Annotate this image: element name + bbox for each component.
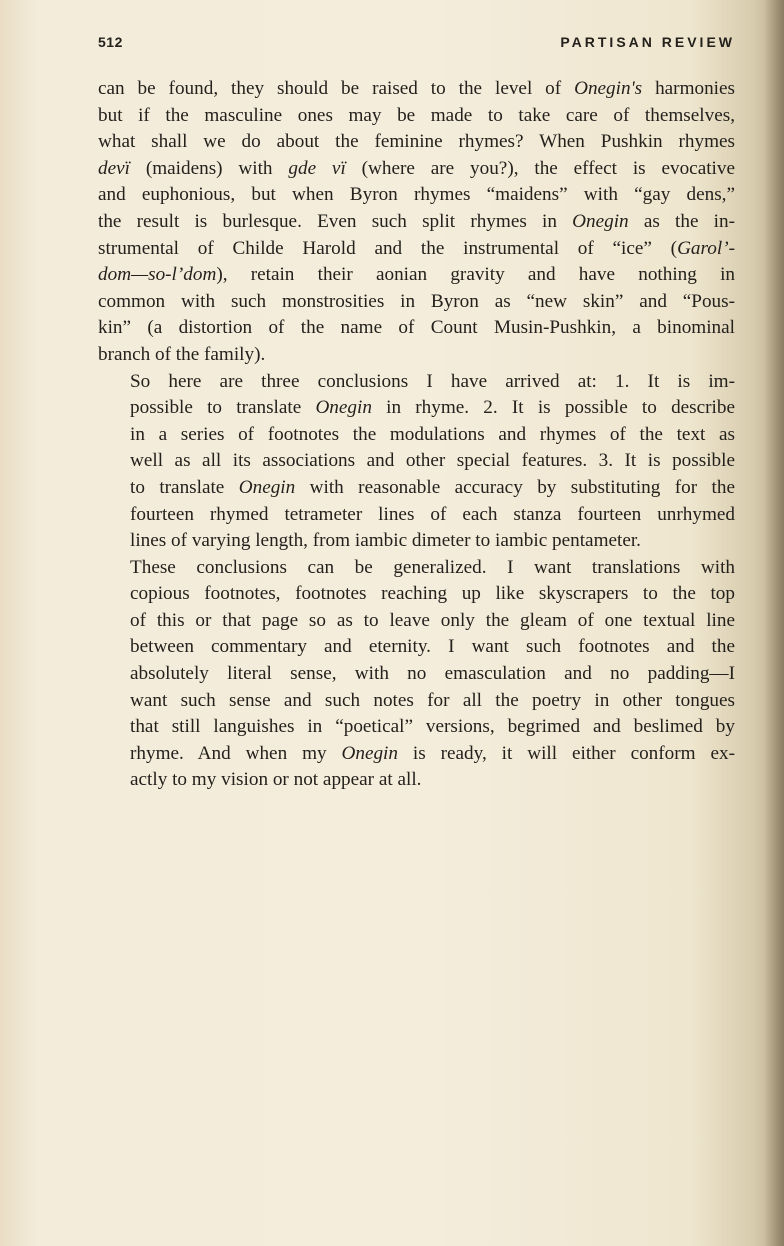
text-line <box>98 555 735 582</box>
text-run: fourteen rhymed tetrameter lines of each stanza fourteen unrhymed <box>130 503 735 525</box>
paragraph <box>98 76 735 369</box>
text-run: ), retain their aonian gravity and have nothing in <box>216 264 735 286</box>
paragraph <box>98 555 735 794</box>
text-line <box>98 76 735 103</box>
paragraph <box>98 369 735 555</box>
text-run: lines of varying length, from iambic dimeter to iambic pentameter. <box>130 530 641 552</box>
page-shadow <box>764 0 784 1246</box>
text-run: actly to my vision or not appear at all. <box>130 769 422 791</box>
text-line <box>98 714 735 741</box>
text-line <box>98 502 735 529</box>
text-run: possible to translate <box>130 397 316 419</box>
text-line <box>98 608 735 635</box>
text-line <box>98 236 735 263</box>
text-line <box>98 422 735 449</box>
text-run: with reasonable accuracy by substituting for the <box>295 476 735 498</box>
italic-text: devï <box>98 157 130 179</box>
text-run: to translate <box>130 476 239 498</box>
text-line <box>98 315 735 342</box>
text-line <box>98 289 735 316</box>
running-header <box>98 34 735 56</box>
text-run: that still languishes in “poetical” versions, begrimed and beslimed by <box>130 716 735 738</box>
text-run: These conclusions can be generalized. I want translations with <box>130 556 735 578</box>
text-line <box>98 688 735 715</box>
italic-text: Onegin <box>238 476 296 498</box>
text-run: can be found, they should be raised to the level of <box>98 78 575 99</box>
text-line <box>98 182 735 209</box>
text-line <box>98 369 735 396</box>
running-head: PARTISAN REVIEW <box>560 34 735 50</box>
text-line <box>98 767 735 794</box>
body-text <box>98 76 735 794</box>
italic-text: Onegin <box>572 210 629 232</box>
text-line <box>98 395 735 422</box>
text-line <box>98 129 735 156</box>
text-run: copious footnotes, footnotes reaching up like skyscrapers to the top <box>130 583 735 605</box>
text-run: and euphonious, but when Byron rhymes “maidens” with “gay dens,” <box>98 184 735 206</box>
text-line <box>98 156 735 183</box>
text-run: harmonies <box>642 78 735 99</box>
text-run: the result is burlesque. Even such split rhymes in <box>98 210 573 232</box>
text-run: as the in- <box>628 210 735 232</box>
italic-text: Garol’- <box>677 237 735 259</box>
text-run: what shall we do about the feminine rhymes? When Pushkin rhymes <box>98 131 735 153</box>
italic-text: dom—so-l’dom <box>98 264 217 286</box>
text-line <box>98 741 735 768</box>
text-line <box>98 634 735 661</box>
text-line <box>98 342 735 369</box>
italic-text: Onegin <box>315 397 372 419</box>
text-run: in rhyme. 2. It is possible to describe <box>371 397 735 419</box>
text-line <box>98 262 735 289</box>
text-line <box>98 528 735 555</box>
text-run: kin” (a distortion of the name of Count Musin-Pushkin, a binominal <box>98 317 735 339</box>
text-run: rhyme. And when my <box>130 742 342 764</box>
text-line <box>98 448 735 475</box>
italic-text: gde vï <box>288 157 346 179</box>
text-run: branch of the family). <box>98 343 266 365</box>
text-run: but if the masculine ones may be made to take care of themselves, <box>98 104 735 126</box>
text-run: of this or that page so as to leave only the gleam of one textual line <box>130 609 735 631</box>
text-line <box>98 103 735 130</box>
page-number: 512 <box>98 34 123 50</box>
text-run: common with such monstrosities in Byron as “new skin” and “Pous- <box>98 290 735 312</box>
text-run: is ready, it will either conform ex- <box>398 742 735 764</box>
text-run: between commentary and eternity. I want such footnotes and the <box>130 636 735 658</box>
text-run: So here are three conclusions I have arrived at: 1. It is im- <box>130 370 735 392</box>
text-run: want such sense and such notes for all the poetry in other tongues <box>130 689 735 711</box>
text-line <box>98 209 735 236</box>
text-line <box>98 661 735 688</box>
text-run: in a series of footnotes the modulations and rhymes of the text as <box>130 423 735 445</box>
text-run: strumental of Childe Harold and the instrumental of “ice” ( <box>98 237 678 259</box>
text-run: absolutely literal sense, with no emasculation and no padding—I <box>130 663 735 685</box>
text-line <box>98 475 735 502</box>
text-line <box>98 581 735 608</box>
italic-text: Onegin's <box>574 78 643 99</box>
text-run: well as all its associations and other special features. 3. It is possible <box>130 450 735 472</box>
text-run: (where are you?), the effect is evocative <box>345 157 735 179</box>
text-run: (maidens) with <box>129 157 289 179</box>
italic-text: Onegin <box>341 742 398 764</box>
